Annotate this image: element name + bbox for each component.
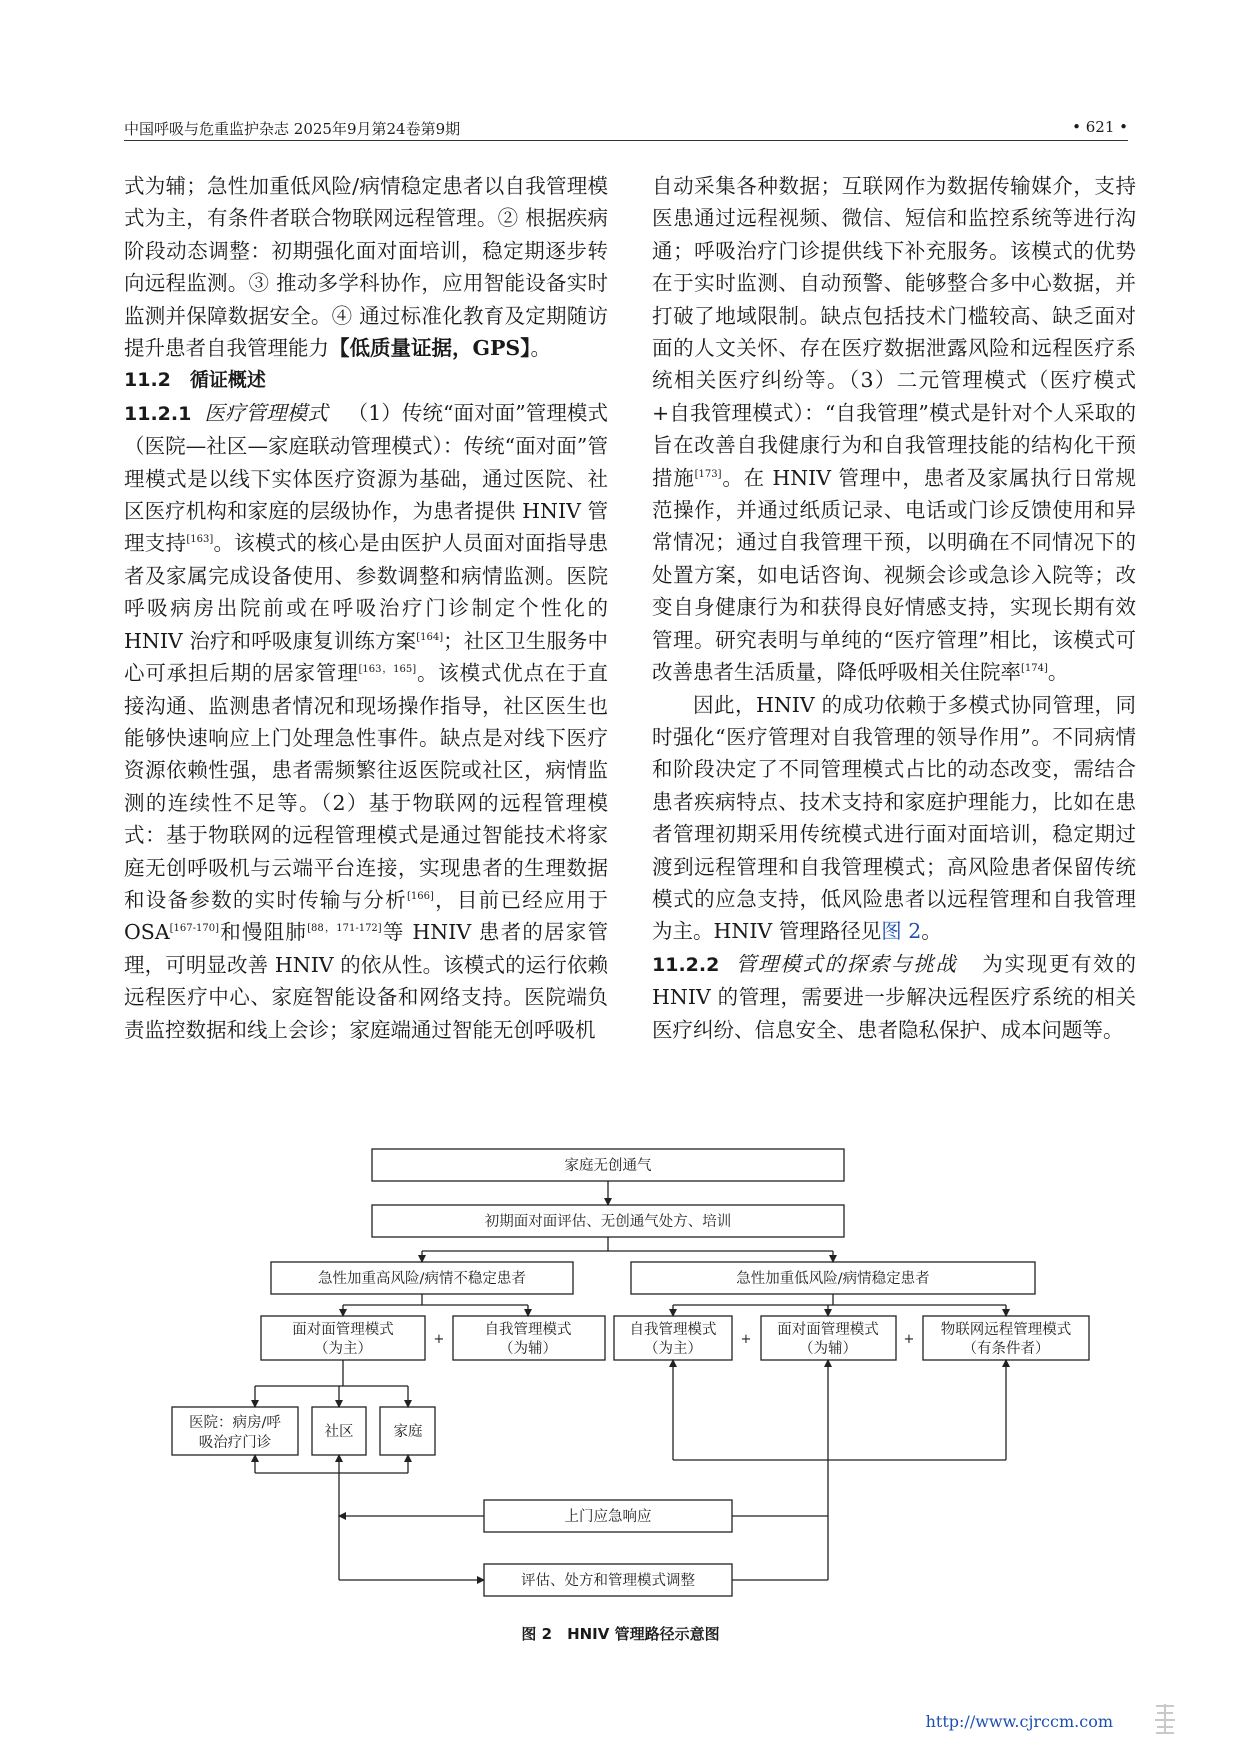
citation[interactable]: [163，165] xyxy=(358,664,417,676)
subsection-number: 11.2.1 xyxy=(124,402,192,425)
figure-caption: 图 2 HNIV 管理路径示意图 xyxy=(521,1625,720,1643)
label-high-risk: 急性加重高风险/病情不稳定患者 xyxy=(318,1271,526,1287)
paragraph-conclusion: 因此，HNIV 的成功依赖于多模式协同管理，同时强化“医疗管理对自我管理的领导作用”。不同病情和阶段决定了不同管理模式占比的动态改变，需结合患者疾病特点、技术支持和家庭护理能力，比如在患者管理初期采用传统模式进行面对面培训，稳定期过渡到远程管理和自我管理模式；高风险患者保留传统模式的应急支持，低风险患者以远程管理和自我管理为主。HNIV 管理路径见图 2。 xyxy=(652,692,1136,944)
label-lr-iot-2: （有条件者） xyxy=(962,1341,1050,1357)
paragraph-medical-management: 11.2.1 医疗管理模式 （1）传统“面对面”管理模式（医院—社区—家庭联动管理模式）：传统“面对面”管理模式是以线下实体医疗资源为基础，通过医院、社区医疗机构和家庭的层级协作，为患者提供 HNIV 管理支持[163]。该模式的核心是由医护人员面对面指导患者及家属完成设备使用、参数调整和病情监测。医院呼吸病房出院前或在呼吸治疗门诊制定个性化的 HNIV 治疗和呼吸康复训练方案[164]；社区卫生服务中心可承担后期的居家管理[163，165]。该模式优点在于直接沟通、监测患者情况和现场操作指导，社区医生也能够快速响应上门处理急性事件。缺点是对线下医疗资源依赖性强，患者需频繁往返医院或社区，病情监测的连续性不足等。（2）基于物联网的远程管理模式：基于物联网的远程管理模式是通过智能技术将家庭无创呼吸机与云端平台连接，实现患者的生理数据和设备参数的实时传输与分析[166]，目前已经应用于 OSA[167-170]和慢阻肺[88，171-172]等 HNIV 患者的居家管理，可明显改善 HNIV 的依从性。该模式的运行依赖远程医疗中心、家庭智能设备和网络支持。医院端负责监控数据和线上会诊；家庭端通过智能无创呼吸机 xyxy=(124,400,609,1042)
label-initial-assessment: 初期面对面评估、无创通气处方、培训 xyxy=(484,1214,732,1230)
journal-url-link[interactable]: http://www.cjrccm.com xyxy=(925,1712,1113,1731)
page-number: • 621 • xyxy=(1072,118,1128,136)
paragraph-continued: 自动采集各种数据；互联网作为数据传输媒介，支持医患通过远程视频、微信、短信和监控系统等进行沟通；呼吸治疗门诊提供线下补充服务。该模式的优势在于实时监测、自动预警、能够整合多中心数据，并打破了地域限制。缺点包括技术门槛较高、缺乏面对面的人文关怀、存在医疗数据泄露风险和远程医疗系统相关医疗纠纷等。（3）二元管理模式（医疗模式+自我管理模式）：“自我管理”模式是针对个人采取的旨在改善自我健康行为和自我管理技能的结构化干预措施[173]。在 HNIV 管理中，患者及家属执行日常规范操作，并通过纸质记录、电话或门诊反馈使用和异常情况；通过自我管理干预，以明确在不同情况下的处置方案，如电话咨询、视频会诊或急诊入院等；改变自身健康行为和获得良好情感支持，实现长期有效管理。研究表明与单纯的“医疗管理”相比，该模式可改善患者生活质量，降低呼吸相关住院率[174]。 xyxy=(652,174,1137,685)
citation[interactable]: [174] xyxy=(1021,663,1048,675)
citation[interactable]: [164] xyxy=(416,631,444,643)
section-heading-11-2: 11.2 循证概述 xyxy=(124,369,266,392)
figure-link[interactable]: 图 2 xyxy=(881,919,922,944)
subsection-title: 医疗管理模式 xyxy=(204,400,328,425)
label-adjustment: 评估、处方和管理模式调整 xyxy=(521,1573,695,1589)
label-lr-iot-1: 物联网远程管理模式 xyxy=(940,1322,1072,1338)
citation[interactable]: [173] xyxy=(694,468,722,480)
label-hr-self-2: （为辅） xyxy=(499,1341,557,1357)
label-lr-self-1: 自我管理模式 xyxy=(629,1322,717,1338)
citation[interactable]: [167-170] xyxy=(169,923,220,935)
label-hospital-1: 医院：病房/呼 xyxy=(189,1415,281,1431)
label-lr-self-2: （为主） xyxy=(644,1341,702,1357)
journal-title: 中国呼吸与危重监护杂志 2025年9月第24卷第9期 xyxy=(124,120,461,138)
paragraph-exploration: 11.2.2 管理模式的探索与挑战 为实现更有效的 HNIV 的管理，需要进一步解决远程医疗系统的相关医疗纠纷、信息安全、患者隐私保护、成本问题等。 xyxy=(652,951,1136,1042)
label-hr-face-1: 面对面管理模式 xyxy=(292,1322,394,1338)
label-low-risk: 急性加重低风险/病情稳定患者 xyxy=(736,1271,930,1287)
label-family: 家庭 xyxy=(393,1424,423,1440)
citation[interactable]: [166] xyxy=(406,890,434,902)
plus-sign: + xyxy=(740,1332,752,1347)
paragraph-recommendation: 式为辅；急性加重低风险/病情稳定患者以自我管理模式为主，有条件者联合物联网远程管理。② 根据疾病阶段动态调整：初期强化面对面培训，稳定期逐步转向远程监测。③ 推动多学科协作，应用智能设备实时监测并保障数据安全。④ 通过标准化教育及定期随访提升患者自我管理能力【低质量证据，GPS】。 xyxy=(124,174,608,361)
journal-logo-icon xyxy=(1153,1702,1177,1736)
subsection-number: 11.2.2 xyxy=(652,953,720,976)
citation[interactable]: [88，171-172] xyxy=(307,923,382,935)
label-hr-face-2: （为主） xyxy=(314,1341,372,1357)
citation[interactable]: [163] xyxy=(186,534,214,546)
plus-sign: + xyxy=(903,1332,915,1347)
label-community: 社区 xyxy=(324,1424,354,1440)
label-home-niv: 家庭无创通气 xyxy=(564,1158,652,1174)
subsection-title: 管理模式的探索与挑战 xyxy=(735,951,958,976)
label-hr-self-1: 自我管理模式 xyxy=(484,1322,572,1338)
plus-sign: + xyxy=(433,1332,445,1347)
label-hospital-2: 吸治疗门诊 xyxy=(198,1435,272,1451)
evidence-grade: 【低质量证据，GPS】 xyxy=(329,336,531,361)
label-emergency: 上门应急响应 xyxy=(564,1509,652,1525)
label-lr-face-2: （为辅） xyxy=(799,1341,857,1357)
label-lr-face-1: 面对面管理模式 xyxy=(777,1322,879,1338)
